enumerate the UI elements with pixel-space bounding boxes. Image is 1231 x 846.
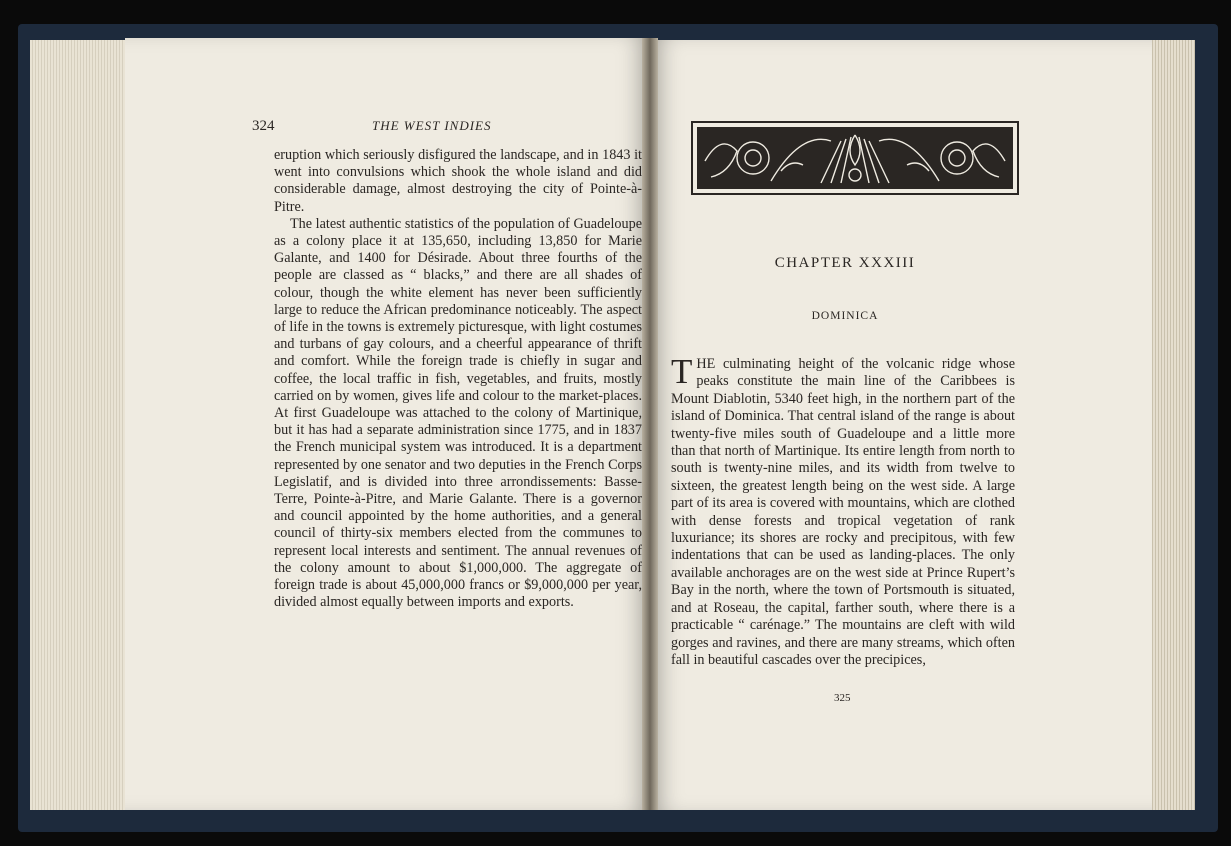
left-paragraph-2: The latest authentic statistics of the population of Guadeloupe as a colony place it at 135,650, including 13,850 for Marie Galante, and 1400 for Désirade. About three fourths of the people are classed as “ blacks,” and there are all shades of colour, though the white element has never been sufficiently large to reduce the African predominance noticeably. The aspect of life in the towns is extremely picturesque, with light costumes and turbans of gay colours, and a cheerful appearance of thrift and comfort. While the foreign trade is chiefly in sugar and coffee, the local traffic in fish, vegetables, and fruits, mostly carried on by women, gives life and colour to the market-places. At first Guadeloupe was attached to the colony of Martinique, but it has had a separate administration since 1775, and in 1837 the French municipal system was introduced. It is a department represented by one senator and two deputies in the French Corps Legislatif, and is divided into three arrondissements: Basse-Terre, Pointe-à-Pitre, and Marie Galante. There is a governor and council appointed by the home authorities, and a general council of thirty-six members elected from the communes to represent local interests and sentiment. The annual revenues of the colony amount to about $1,000,000. The aggregate of foreign trade is about 45,000,000 francs or $9,000,000 per year, divided almost equally between imports and exports. (274, 215, 642, 611)
right-paragraph-1: HE culminating height of the volcanic ridge whose peaks constitute the main line of the Caribbees is Mount Diablotin, 5340 feet high, in the northern part of the island of Dominica. That central island of the range is about twenty-five miles south of Guadeloupe and a little more than that north of Martinique. Its entire length from north to south is twenty-nine miles, and its width from twelve to sixteen, the greatest length being on the west side. A large part of its area is covered with mountains, which are clothed with dense forests and tropical vegetation of rank luxuriance; its shores are rocky and precipitous, with few indentations that can be used as landing-places. The only available anchorages are on the west side at Prince Rupert’s Bay in the north, where the town of Portsmouth is situated, and at Roseau, the capital, farther south, where there is a practicable “ carénage.” The mountains are cleft with wild gorges and ravines, and there are many streams, which often fall in beautiful cascades over the precipices, (671, 356, 1015, 668)
book-gutter (642, 38, 658, 810)
right-page-number: 325 (834, 692, 851, 704)
left-page-body (274, 147, 642, 611)
ornamental-headpiece (691, 121, 1019, 195)
chapter-subtitle: DOMINICA (811, 310, 879, 322)
left-paragraph-1: eruption which seriously disfigured the landscape, and in 1843 it went into convulsions which shook the whole island and did considerable damage, almost destroying the city of Pointe-à-Pitre. (274, 147, 642, 215)
drop-cap: T (671, 352, 693, 391)
chapter-title: CHAPTER XXXIII (774, 255, 916, 271)
left-page-number: 324 (252, 118, 275, 134)
right-page-body (671, 352, 1015, 669)
running-head: THE WEST INDIES (372, 118, 492, 133)
